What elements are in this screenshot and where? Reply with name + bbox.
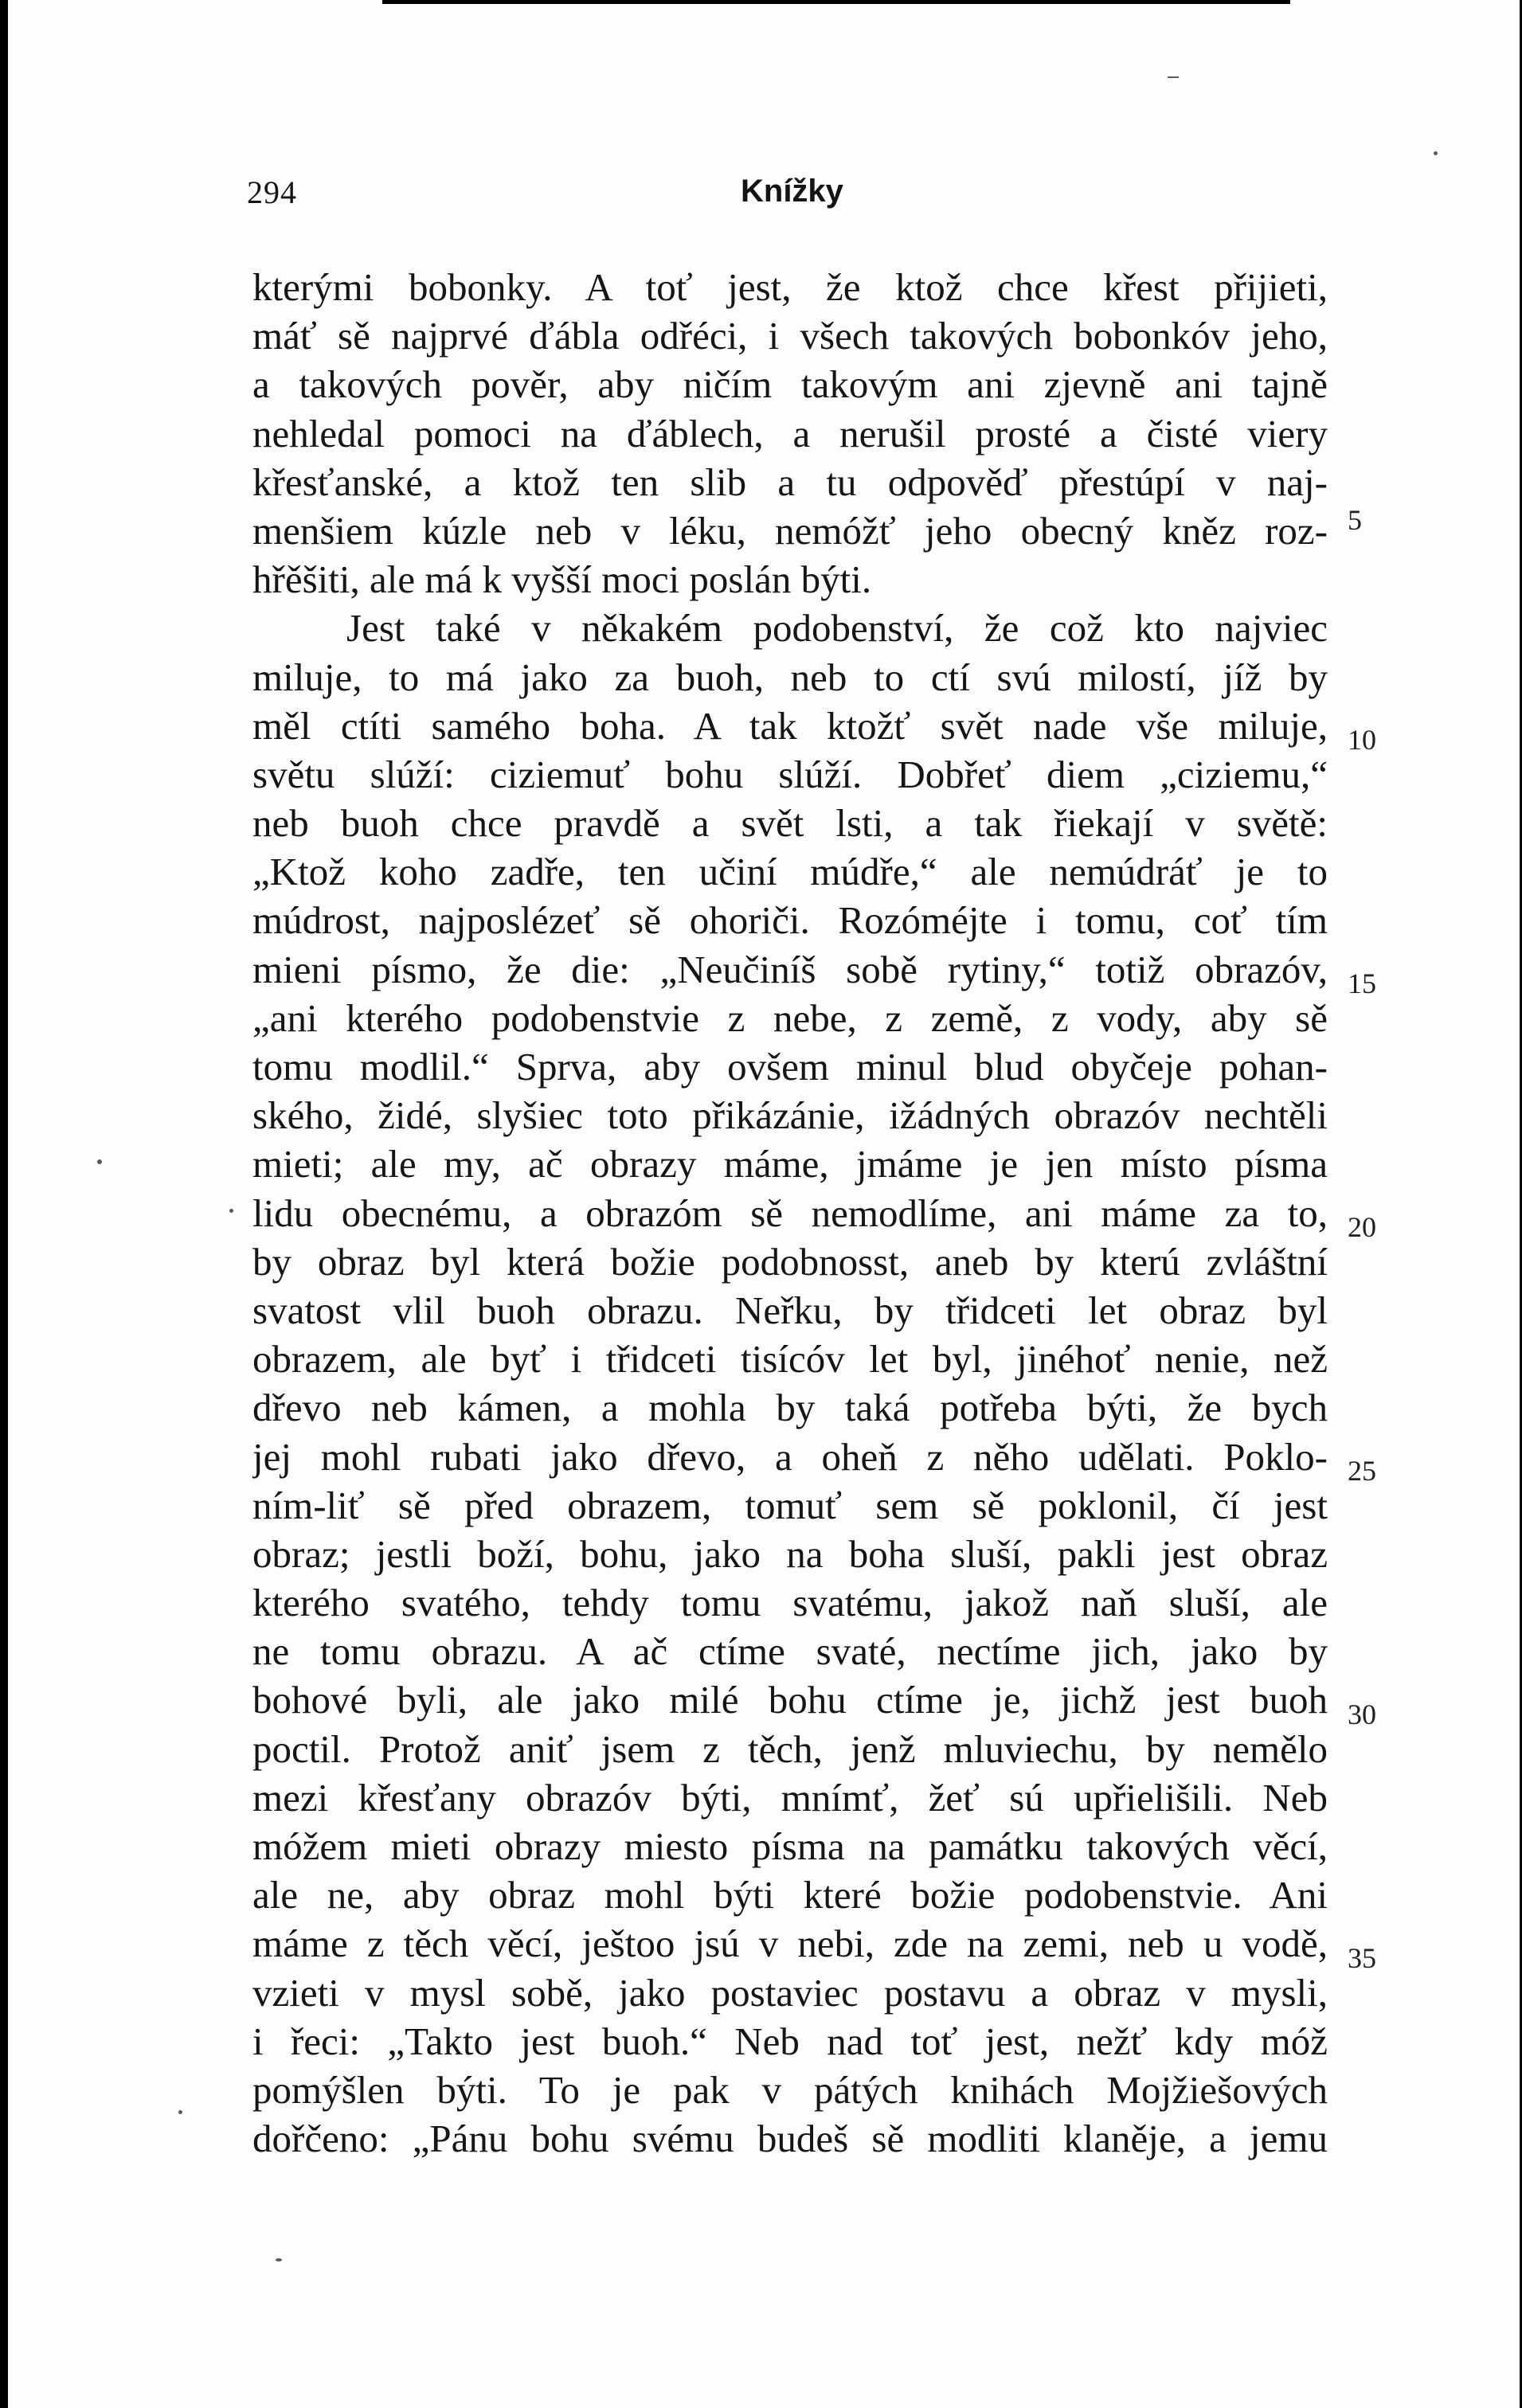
text-line: múdrost, najposlézeť sě ohoriči. Rozóméjte i tomu, coť tím [252, 898, 1328, 943]
text-line: kterého svatého, tehdy tomu svatému, jakož naň sluší, ale [252, 1581, 1328, 1625]
text-line: pomýšlen býti. To je pak v pátých knihách Mojžiešových [252, 2067, 1328, 2112]
text-line: bohové byli, ale jako milé bohu ctíme je, jichž jest buoh [252, 1678, 1328, 1722]
text-line: máť sě najprvé ďábla odřéci, i všech takových bobonkóv jeho, [252, 314, 1328, 358]
line-number: 35 [1348, 1942, 1376, 1974]
scan-speck [97, 1159, 102, 1164]
text-line: nehledal pomoci na ďáblech, a nerušil prosté a čisté viery [252, 411, 1328, 455]
scan-speck [1168, 76, 1179, 78]
page-number: 294 [247, 174, 297, 210]
text-line: lidu obecnému, a obrazóm sě nemodlíme, ani máme za to, [252, 1190, 1328, 1235]
scan-speck [1434, 151, 1438, 155]
text-line: ale ne, aby obraz mohl býti které božie podobenstvie. Ani [252, 1873, 1328, 1917]
text-line: tomu modlil.“ Sprva, aby ovšem minul blud obyčeje pohan- [252, 1045, 1328, 1089]
page [8, 0, 1520, 2408]
line-number: 15 [1348, 968, 1376, 999]
scan-speck [276, 2258, 282, 2261]
text-line: ského, židé, slyšiec toto přikázánie, ižádných obrazóv nechtěli [252, 1093, 1328, 1138]
text-line: mezi křesťany obrazóv býti, mnímť, žeť sú upřielišili. Neb [252, 1775, 1328, 1820]
line-number: 20 [1348, 1211, 1376, 1243]
text-line: hřěšiti, ale má k vyšší moci poslán býti. [252, 557, 872, 602]
text-line: a takových pověr, aby ničím takovým ani zjevně ani tajně [252, 362, 1328, 407]
scan-speck [178, 2110, 182, 2114]
line-number: 30 [1348, 1698, 1376, 1730]
text-line: miluje, to má jako za buoh, neb to ctí svú milostí, jíž by [252, 655, 1328, 699]
text-line: svatost vlil buoh obrazu. Neřku, by třidceti let obraz byl [252, 1288, 1328, 1332]
text-line: máme z těch věcí, ještoo jsú v nebi, zde na zemi, neb u vodě, [252, 1921, 1328, 1966]
line-number: 25 [1348, 1455, 1376, 1487]
text-line: poctil. Protož aniť jsem z těch, jenž mluviechu, by nemělo [252, 1726, 1328, 1771]
text-line: móžem mieti obrazy miesto písma na památku takových věcí, [252, 1824, 1328, 1868]
text-line: měl ctíti samého boha. A tak ktožť svět nade vše miluje, [252, 703, 1328, 748]
text-line: obrazem, ale byť i třidceti tisícóv let byl, jinéhoť nenie, než [252, 1337, 1328, 1382]
text-line: dořčeno: „Pánu bohu svému budeš sě modliti klaněje, a jemu [252, 2117, 1328, 2161]
text-line: ním-liť sě před obrazem, tomuť sem sě poklonil, čí jest [252, 1483, 1328, 1527]
text-line: i řeci: „Takto jest buoh.“ Neb nad toť jest, nežť kdy móž [252, 2019, 1328, 2063]
text-line: by obraz byl která božie podobnosst, aneb by kterú zvláštní [252, 1239, 1328, 1284]
text-line: dřevo neb kámen, a mohla by taká potřeba býti, že bych [252, 1386, 1328, 1430]
text-line: vzieti v mysl sobě, jako postaviec postavu a obraz v mysli, [252, 1970, 1328, 2015]
text-line: mieti; ale my, ač obrazy máme, jmáme je jen místo písma [252, 1142, 1328, 1186]
line-number: 5 [1348, 504, 1362, 536]
body-text [252, 263, 1328, 2163]
text-line: neb buoh chce pravdě a svět lsti, a tak řiekají v světě: [252, 801, 1328, 846]
text-line: mieni písmo, že die: „Neučiníš sobě rytiny,“ totiž obrazóv, [252, 947, 1328, 991]
text-line: jej mohl rubati jako dřevo, a oheň z něho udělati. Poklo- [252, 1434, 1328, 1479]
running-head: Knížky [741, 174, 843, 209]
text-line: ne tomu obrazu. A ač ctíme svaté, nectíme jich, jako by [252, 1629, 1328, 1674]
text-line: křesťanské, a ktož ten slib a tu odpověď přestúpí v naj- [252, 459, 1328, 504]
text-line: světu slúží: ciziemuť bohu slúží. Dobřeť diem „ciziemu,“ [252, 752, 1328, 796]
line-number: 10 [1348, 724, 1376, 756]
text-line: kterými bobonky. A toť jest, že ktož chce křest přijieti, [252, 265, 1328, 309]
text-line: Jest také v někakém podobenství, že což kto najviec [346, 606, 1328, 651]
text-line: obraz; jestli boží, bohu, jako na boha sluší, pakli jest obraz [252, 1531, 1328, 1576]
text-line: „ani kterého podobenstvie z nebe, z země, z vody, aby sě [252, 995, 1328, 1040]
scan-speck [229, 1209, 233, 1213]
scan-border [382, 0, 1290, 4]
page-header [8, 167, 1520, 215]
text-line: „Ktož koho zadře, ten učiní múdře,“ ale nemúdráť je to [252, 850, 1328, 894]
text-line: menšiem kúzle neb v léku, nemóžť jeho obecný kněz roz- [252, 508, 1328, 553]
